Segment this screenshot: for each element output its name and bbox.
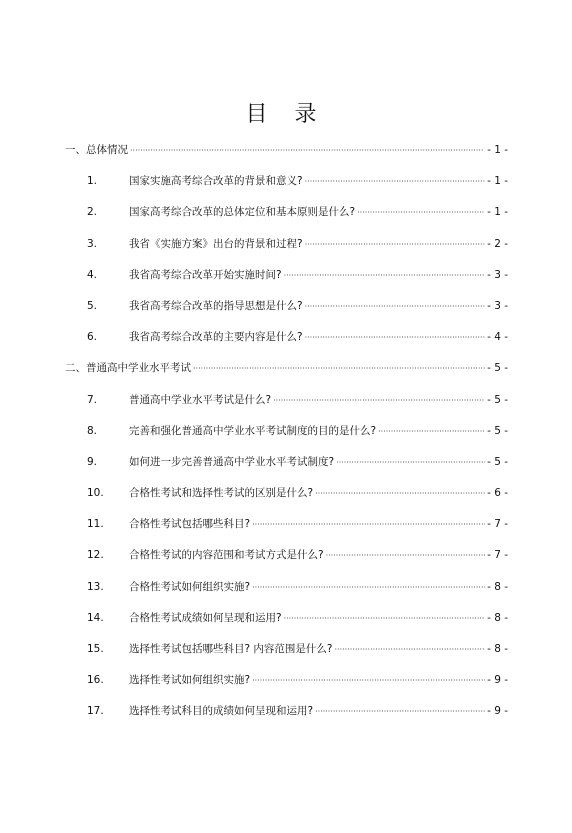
toc-entry[interactable] [65, 543, 508, 574]
toc-entry[interactable] [65, 450, 508, 481]
toc-entry-number: 17. [87, 705, 104, 718]
dot-leader [326, 543, 485, 568]
toc-entry[interactable] [65, 512, 508, 543]
dot-leader [305, 294, 485, 319]
toc-section-title: 二、普通高中学业水平考试 [65, 362, 191, 375]
dot-leader [193, 356, 485, 381]
toc-entry-text: 如何进一步完善普通高中学业水平考试制度? [129, 455, 335, 468]
toc-page-number: - 5 - [487, 455, 508, 468]
toc-entry[interactable] [65, 200, 508, 231]
toc-entry[interactable] [65, 481, 508, 512]
toc-page-number: - 3 - [487, 268, 508, 281]
toc-entry-number: 10. [87, 487, 104, 500]
toc-page-number: - 1 - [487, 175, 508, 188]
dot-leader [315, 481, 485, 506]
toc-entry-number: 15. [87, 643, 104, 655]
dot-leader [305, 169, 485, 194]
toc-entry-text: 国家高考综合改革的总体定位和基本原则是什么? [129, 206, 356, 219]
toc-page-number: - 6 - [487, 487, 508, 500]
toc-entry-text: 合格性考试的内容范围和考试方式是什么? [129, 549, 324, 562]
toc-entry-number: 14. [87, 611, 104, 624]
toc-entry-text: 选择性考试如何组织实施? [129, 674, 251, 687]
toc-section-title: 一、总体情况 [65, 144, 128, 156]
toc-page-number: - 8 - [487, 611, 508, 624]
dot-leader [252, 668, 485, 693]
toc-entry[interactable] [65, 699, 508, 730]
toc-entry-number: 4. [87, 268, 98, 281]
toc-entry-number: 5. [87, 299, 98, 312]
toc-entry[interactable] [65, 419, 508, 450]
toc-entry-text: 国家实施高考综合改革的背景和意义? [129, 175, 303, 188]
toc-page-number: - 8 - [487, 580, 508, 593]
dot-leader [252, 512, 485, 537]
toc-entry[interactable] [65, 294, 508, 325]
toc-entry-number: 7. [87, 393, 98, 406]
dot-leader [252, 575, 485, 600]
toc-entry-text: 我省高考综合改革的指导思想是什么? [129, 299, 303, 312]
toc-entry-number: 11. [87, 518, 104, 531]
table-of-contents [65, 138, 508, 731]
dot-leader [334, 637, 485, 662]
toc-page-number: - 4 - [487, 331, 508, 344]
toc-entry[interactable] [65, 637, 508, 668]
toc-section-heading[interactable] [65, 356, 508, 387]
toc-page-number: - 3 - [487, 299, 508, 312]
toc-entry[interactable] [65, 388, 508, 419]
toc-entry-number: 12. [87, 549, 104, 562]
toc-page-number: - 5 - [487, 424, 508, 437]
toc-entry-text: 我省高考综合改革开始实施时间? [129, 268, 282, 281]
dot-leader [315, 699, 485, 724]
toc-page-number: - 8 - [487, 643, 508, 655]
toc-page-number: - 1 - [487, 144, 508, 156]
toc-page-number: - 7 - [487, 549, 508, 562]
toc-entry-number: 9. [87, 455, 98, 468]
toc-entry[interactable] [65, 668, 508, 699]
dot-leader [130, 138, 485, 163]
toc-entry-text: 合格性考试和选择性考试的区别是什么? [129, 487, 314, 500]
toc-entry-number: 1. [87, 175, 98, 188]
toc-entry[interactable] [65, 263, 508, 294]
toc-entry-text: 选择性考试科目的成绩如何呈现和运用? [129, 705, 314, 718]
toc-page-number: - 5 - [487, 362, 508, 375]
toc-entry[interactable] [65, 575, 508, 606]
toc-page-number: - 1 - [487, 206, 508, 219]
toc-entry[interactable] [65, 606, 508, 637]
toc-section-heading[interactable] [65, 138, 508, 169]
toc-entry-text: 合格性考试成绩如何呈现和运用? [129, 611, 282, 624]
toc-entry-text: 合格性考试包括哪些科目? [129, 518, 251, 531]
toc-page-number: - 7 - [487, 518, 508, 531]
page-title: 目 录 [245, 102, 327, 127]
toc-page-number: - 2 - [487, 237, 508, 250]
toc-entry[interactable] [65, 169, 508, 200]
toc-entry-text: 合格性考试如何组织实施? [129, 580, 251, 593]
toc-entry-text: 我省高考综合改革的主要内容是什么? [129, 331, 303, 344]
toc-entry-number: 2. [87, 206, 98, 219]
toc-entry-text: 完善和强化普通高中学业水平考试制度的目的是什么? [129, 424, 377, 437]
dot-leader [357, 200, 485, 225]
dot-leader [284, 263, 485, 288]
dot-leader [273, 388, 485, 413]
dot-leader [305, 325, 485, 350]
toc-entry-number: 16. [87, 674, 104, 687]
toc-page-number: - 5 - [487, 393, 508, 406]
toc-page-number: - 9 - [487, 674, 508, 687]
dot-leader [378, 419, 485, 444]
toc-entry-number: 3. [87, 237, 98, 250]
toc-entry-number: 8. [87, 424, 98, 437]
toc-entry-text: 选择性考试包括哪些科目? 内容范围是什么? [129, 643, 333, 655]
toc-entry-text: 我省《实施方案》出台的背景和过程? [129, 237, 303, 250]
dot-leader [305, 232, 485, 257]
toc-page-number: - 9 - [487, 705, 508, 718]
dot-leader [336, 450, 485, 475]
dot-leader [284, 606, 485, 631]
toc-entry-number: 13. [87, 580, 104, 593]
toc-entry-text: 普通高中学业水平考试是什么? [129, 393, 272, 406]
toc-entry-number: 6. [87, 331, 98, 344]
toc-entry[interactable] [65, 232, 508, 263]
toc-entry[interactable] [65, 325, 508, 356]
